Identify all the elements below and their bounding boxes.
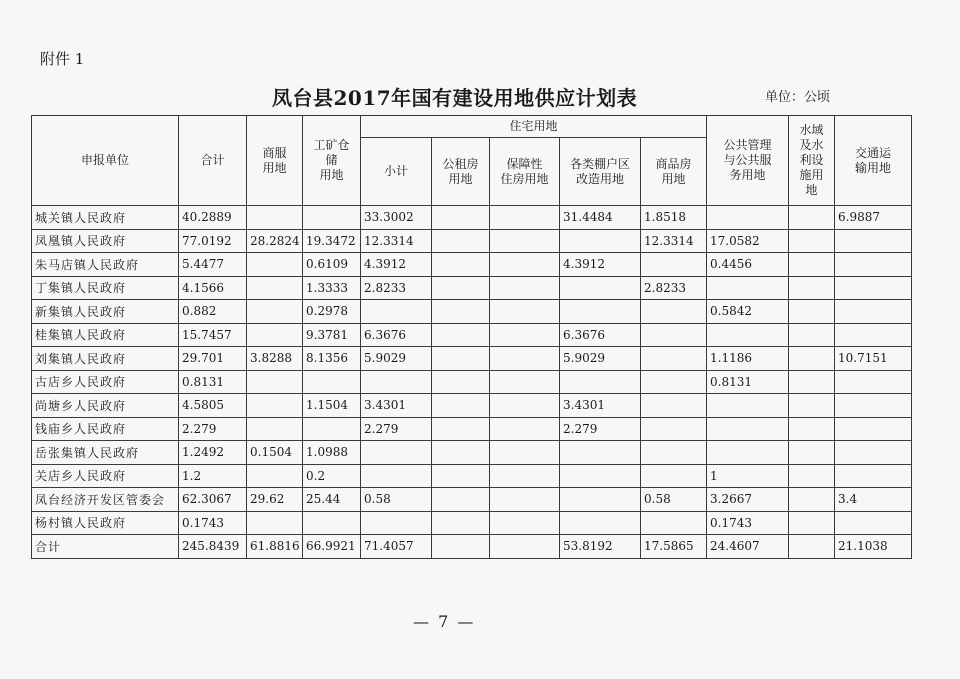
subtotal-cell: 33.3002: [361, 206, 432, 230]
commercial-cell: [247, 276, 303, 300]
water-cell: [789, 464, 835, 488]
commercial-cell: [247, 253, 303, 277]
industrial-cell: 0.2978: [303, 300, 361, 324]
subtotal-cell: [361, 511, 432, 535]
subtotal-cell: 3.4301: [361, 394, 432, 418]
public-admin-cell: [707, 394, 789, 418]
header-subtotal: 小计: [361, 138, 432, 206]
applicant-name-cell: 杨村镇人民政府: [32, 511, 179, 535]
subtotal-cell: [361, 370, 432, 394]
table-row: [32, 464, 912, 488]
commodity-cell: 0.58: [641, 488, 707, 512]
public-admin-cell: 0.8131: [707, 370, 789, 394]
water-cell: [789, 441, 835, 465]
commodity-cell: [641, 347, 707, 371]
public-admin-cell: 1: [707, 464, 789, 488]
header-affordable: 保障性 住房用地: [490, 138, 560, 206]
affordable-cell: [490, 535, 560, 559]
industrial-cell: 1.3333: [303, 276, 361, 300]
commercial-cell: [247, 206, 303, 230]
subtotal-cell: [361, 300, 432, 324]
public-rental-cell: [432, 276, 490, 300]
affordable-cell: [490, 464, 560, 488]
industrial-cell: 66.9921: [303, 535, 361, 559]
public-rental-cell: [432, 417, 490, 441]
shantytown-cell: 4.3912: [560, 253, 641, 277]
shantytown-cell: 53.8192: [560, 535, 641, 559]
total-cell: 1.2: [179, 464, 247, 488]
commercial-cell: 0.1504: [247, 441, 303, 465]
commodity-cell: [641, 441, 707, 465]
transport-cell: [835, 370, 912, 394]
industrial-cell: [303, 417, 361, 441]
commodity-cell: 1.8518: [641, 206, 707, 230]
table-row: [32, 300, 912, 324]
applicant-name-cell: 岳张集镇人民政府: [32, 441, 179, 465]
total-cell: 0.882: [179, 300, 247, 324]
header-residential-group: 住宅用地: [361, 116, 707, 138]
table-row: [32, 253, 912, 277]
affordable-cell: [490, 511, 560, 535]
shantytown-cell: [560, 276, 641, 300]
public-rental-cell: [432, 253, 490, 277]
public-admin-cell: 17.0582: [707, 229, 789, 253]
shantytown-cell: 2.279: [560, 417, 641, 441]
public-admin-cell: [707, 441, 789, 465]
industrial-cell: [303, 206, 361, 230]
commercial-cell: [247, 394, 303, 418]
applicant-name-cell: 凤台经济开发区管委会: [32, 488, 179, 512]
header-applicant: 申报单位: [32, 116, 179, 206]
attachment-label: 附件 1: [40, 50, 85, 68]
shantytown-cell: 31.4484: [560, 206, 641, 230]
page-title: 凤台县2017年国有建设用地供应计划表: [272, 86, 638, 110]
water-cell: [789, 394, 835, 418]
industrial-cell: [303, 511, 361, 535]
applicant-name-cell: 古店乡人民政府: [32, 370, 179, 394]
water-cell: [789, 488, 835, 512]
affordable-cell: [490, 441, 560, 465]
public-rental-cell: [432, 441, 490, 465]
transport-cell: [835, 441, 912, 465]
total-cell: 2.279: [179, 417, 247, 441]
affordable-cell: [490, 370, 560, 394]
public-rental-cell: [432, 464, 490, 488]
shantytown-cell: 5.9029: [560, 347, 641, 371]
transport-cell: 21.1038: [835, 535, 912, 559]
water-cell: [789, 370, 835, 394]
transport-cell: [835, 417, 912, 441]
table-row: [32, 229, 912, 253]
commodity-cell: [641, 417, 707, 441]
affordable-cell: [490, 394, 560, 418]
water-cell: [789, 323, 835, 347]
affordable-cell: [490, 206, 560, 230]
total-cell: 62.3067: [179, 488, 247, 512]
affordable-cell: [490, 347, 560, 371]
water-cell: [789, 535, 835, 559]
commodity-cell: [641, 464, 707, 488]
applicant-name-cell: 钱庙乡人民政府: [32, 417, 179, 441]
water-cell: [789, 511, 835, 535]
shantytown-cell: [560, 370, 641, 394]
subtotal-cell: 12.3314: [361, 229, 432, 253]
shantytown-cell: [560, 229, 641, 253]
industrial-cell: 9.3781: [303, 323, 361, 347]
transport-cell: [835, 323, 912, 347]
total-cell: 40.2889: [179, 206, 247, 230]
table-row: [32, 323, 912, 347]
commodity-cell: [641, 300, 707, 324]
commodity-cell: [641, 253, 707, 277]
water-cell: [789, 417, 835, 441]
public-rental-cell: [432, 206, 490, 230]
applicant-name-cell: 桂集镇人民政府: [32, 323, 179, 347]
header-industrial: 工矿仓 储 用地: [303, 116, 361, 206]
public-rental-cell: [432, 347, 490, 371]
public-rental-cell: [432, 511, 490, 535]
industrial-cell: 19.3472: [303, 229, 361, 253]
commercial-cell: [247, 417, 303, 441]
table-row: [32, 488, 912, 512]
transport-cell: [835, 229, 912, 253]
affordable-cell: [490, 229, 560, 253]
header-shantytown: 各类棚户区 改造用地: [560, 138, 641, 206]
total-cell: 1.2492: [179, 441, 247, 465]
commodity-cell: 2.8233: [641, 276, 707, 300]
subtotal-cell: 71.4057: [361, 535, 432, 559]
table-row: [32, 441, 912, 465]
transport-cell: [835, 276, 912, 300]
table-row: [32, 394, 912, 418]
applicant-name-cell: 新集镇人民政府: [32, 300, 179, 324]
page-number: — 7 —: [413, 612, 476, 631]
applicant-name-cell: 刘集镇人民政府: [32, 347, 179, 371]
commodity-cell: [641, 394, 707, 418]
shantytown-cell: 6.3676: [560, 323, 641, 347]
subtotal-cell: 2.279: [361, 417, 432, 441]
unit-label: 单位：公顷: [765, 90, 831, 105]
transport-cell: [835, 464, 912, 488]
applicant-name-cell: 合计: [32, 535, 179, 559]
public-admin-cell: 0.1743: [707, 511, 789, 535]
transport-cell: [835, 511, 912, 535]
affordable-cell: [490, 300, 560, 324]
total-cell: 0.8131: [179, 370, 247, 394]
subtotal-cell: 0.58: [361, 488, 432, 512]
affordable-cell: [490, 417, 560, 441]
total-cell: 77.0192: [179, 229, 247, 253]
header-commodity: 商品房 用地: [641, 138, 707, 206]
affordable-cell: [490, 323, 560, 347]
public-admin-cell: 24.4607: [707, 535, 789, 559]
header-transport: 交通运 输用地: [835, 116, 912, 206]
commercial-cell: [247, 300, 303, 324]
industrial-cell: 0.2: [303, 464, 361, 488]
shantytown-cell: [560, 464, 641, 488]
commodity-cell: [641, 370, 707, 394]
applicant-name-cell: 城关镇人民政府: [32, 206, 179, 230]
header-public-rental: 公租房 用地: [432, 138, 490, 206]
public-admin-cell: [707, 417, 789, 441]
applicant-name-cell: 凤凰镇人民政府: [32, 229, 179, 253]
total-cell: 15.7457: [179, 323, 247, 347]
shantytown-cell: [560, 300, 641, 324]
water-cell: [789, 253, 835, 277]
header-water: 水域 及水 利设 施用 地: [789, 116, 835, 206]
table-row: [32, 417, 912, 441]
affordable-cell: [490, 253, 560, 277]
public-rental-cell: [432, 394, 490, 418]
public-rental-cell: [432, 370, 490, 394]
public-rental-cell: [432, 488, 490, 512]
commodity-cell: [641, 511, 707, 535]
shantytown-cell: [560, 511, 641, 535]
public-admin-cell: [707, 206, 789, 230]
applicant-name-cell: 尚塘乡人民政府: [32, 394, 179, 418]
shantytown-cell: [560, 441, 641, 465]
subtotal-cell: 2.8233: [361, 276, 432, 300]
table-row: [32, 276, 912, 300]
public-admin-cell: [707, 276, 789, 300]
header-public-admin: 公共管理 与公共服 务用地: [707, 116, 789, 206]
header-commercial: 商服 用地: [247, 116, 303, 206]
commercial-cell: [247, 511, 303, 535]
applicant-name-cell: 朱马店镇人民政府: [32, 253, 179, 277]
water-cell: [789, 276, 835, 300]
affordable-cell: [490, 276, 560, 300]
industrial-cell: 25.44: [303, 488, 361, 512]
transport-cell: [835, 300, 912, 324]
public-admin-cell: 0.5842: [707, 300, 789, 324]
industrial-cell: 8.1356: [303, 347, 361, 371]
public-rental-cell: [432, 300, 490, 324]
water-cell: [789, 300, 835, 324]
commercial-cell: [247, 464, 303, 488]
commodity-cell: 17.5865: [641, 535, 707, 559]
public-admin-cell: 0.4456: [707, 253, 789, 277]
commercial-cell: [247, 323, 303, 347]
transport-cell: 3.4: [835, 488, 912, 512]
public-admin-cell: [707, 323, 789, 347]
subtotal-cell: [361, 464, 432, 488]
total-cell: 0.1743: [179, 511, 247, 535]
applicant-name-cell: 关店乡人民政府: [32, 464, 179, 488]
commercial-cell: 3.8288: [247, 347, 303, 371]
total-cell: 29.701: [179, 347, 247, 371]
water-cell: [789, 206, 835, 230]
public-rental-cell: [432, 535, 490, 559]
subtotal-cell: 6.3676: [361, 323, 432, 347]
subtotal-cell: [361, 441, 432, 465]
transport-cell: [835, 394, 912, 418]
table-row: [32, 511, 912, 535]
transport-cell: [835, 253, 912, 277]
commodity-cell: 12.3314: [641, 229, 707, 253]
shantytown-cell: 3.4301: [560, 394, 641, 418]
header-total: 合计: [179, 116, 247, 206]
table-row: [32, 347, 912, 371]
total-row: [32, 535, 912, 559]
industrial-cell: 0.6109: [303, 253, 361, 277]
table-row: [32, 206, 912, 230]
commercial-cell: 28.2824: [247, 229, 303, 253]
transport-cell: 10.7151: [835, 347, 912, 371]
public-rental-cell: [432, 323, 490, 347]
land-supply-table: [31, 115, 912, 559]
shantytown-cell: [560, 488, 641, 512]
transport-cell: 6.9887: [835, 206, 912, 230]
commercial-cell: 29.62: [247, 488, 303, 512]
industrial-cell: [303, 370, 361, 394]
industrial-cell: 1.0988: [303, 441, 361, 465]
water-cell: [789, 347, 835, 371]
commodity-cell: [641, 323, 707, 347]
public-admin-cell: 1.1186: [707, 347, 789, 371]
commercial-cell: [247, 370, 303, 394]
total-cell: 4.1566: [179, 276, 247, 300]
applicant-name-cell: 丁集镇人民政府: [32, 276, 179, 300]
affordable-cell: [490, 488, 560, 512]
table-row: [32, 370, 912, 394]
public-rental-cell: [432, 229, 490, 253]
total-cell: 4.5805: [179, 394, 247, 418]
subtotal-cell: 5.9029: [361, 347, 432, 371]
subtotal-cell: 4.3912: [361, 253, 432, 277]
public-admin-cell: 3.2667: [707, 488, 789, 512]
water-cell: [789, 229, 835, 253]
total-cell: 5.4477: [179, 253, 247, 277]
total-cell: 245.8439: [179, 535, 247, 559]
commercial-cell: 61.8816: [247, 535, 303, 559]
industrial-cell: 1.1504: [303, 394, 361, 418]
